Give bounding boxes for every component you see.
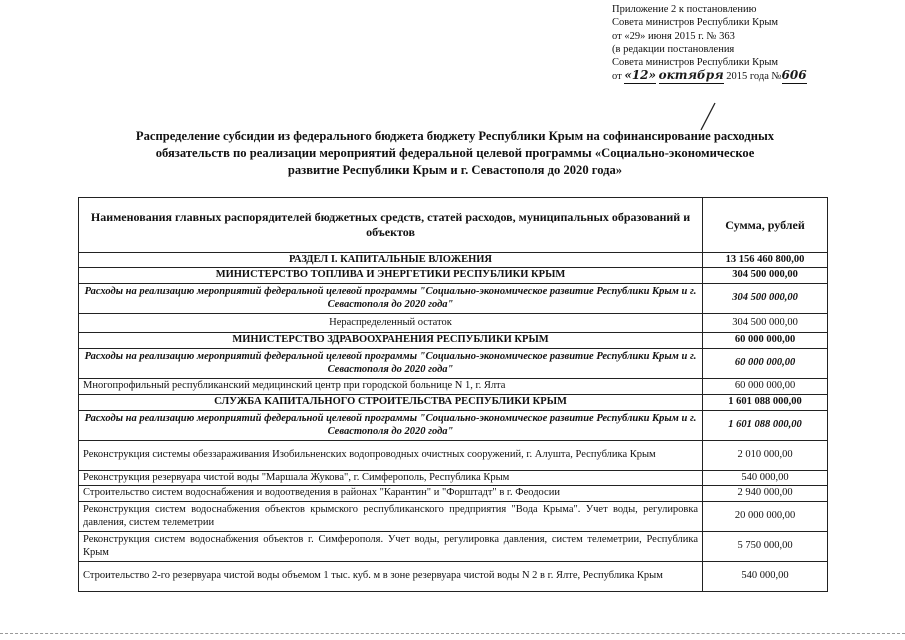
row-amount-cell: 304 500 000,00 bbox=[703, 314, 828, 333]
table-body bbox=[79, 253, 828, 592]
title-line: Распределение субсидии из федерального бюджета бюджету Республики Крым на софинансирование расходных bbox=[135, 129, 775, 143]
header-amount-column: Сумма, рублей bbox=[703, 198, 828, 253]
row-name-cell: Реконструкция системы обеззараживания Изобильненских водопроводных очистных сооружений, г. Алушта, Республика Крым bbox=[79, 441, 703, 471]
row-name-cell: Строительство 2-го резервуара чистой воды объемом 1 тыс. куб. м в зоне резервуара чистой воды N 2 в г. Ялте, Республика Крым bbox=[79, 562, 703, 592]
row-amount-cell: 304 500 000,00 bbox=[703, 268, 828, 284]
title-line: развитие Республики Крым и г. Севастополя до 2020 года» bbox=[287, 163, 623, 177]
row-amount-cell: 5 750 000,00 bbox=[703, 532, 828, 562]
row-name-cell: МИНИСТЕРСТВО ТОПЛИВА И ЭНЕРГЕТИКИ РЕСПУБЛИКИ КРЫМ bbox=[79, 268, 703, 284]
row-name-cell: Расходы на реализацию мероприятий федеральной целевой программы "Социально-экономическое развитие Республики Крым и г. Севастополя до 2020 года" bbox=[79, 284, 703, 314]
date-prefix: от bbox=[612, 71, 622, 83]
header-line: Приложение 2 к постановлению bbox=[612, 4, 757, 15]
row-amount-cell: 1 601 088 000,00 bbox=[703, 411, 828, 441]
row-name-cell: СЛУЖБА КАПИТАЛЬНОГО СТРОИТЕЛЬСТВА РЕСПУБЛИКИ КРЫМ bbox=[79, 395, 703, 411]
table-header-row bbox=[79, 198, 828, 253]
row-name-cell: Нераспределенный остаток bbox=[79, 314, 703, 333]
table-row-obj bbox=[79, 532, 828, 562]
row-name-cell: Реконструкция систем водоснабжения объектов г. Симферополя. Учет воды, регулировка давления, систем телеметрии, Республика Крым bbox=[79, 532, 703, 562]
table-row-expense bbox=[79, 411, 828, 441]
table-row-obj bbox=[79, 441, 828, 471]
handwritten-day: «12» bbox=[624, 68, 657, 83]
row-amount-cell: 304 500 000,00 bbox=[703, 284, 828, 314]
row-amount-cell: 2 010 000,00 bbox=[703, 441, 828, 471]
table-row-obj bbox=[79, 486, 828, 502]
table-row-obj bbox=[79, 379, 828, 395]
table-row-ministry bbox=[79, 268, 828, 284]
row-name-cell: Расходы на реализацию мероприятий федеральной целевой программы "Социально-экономическое развитие Республики Крым и г. Севастополя до 2020 года" bbox=[79, 349, 703, 379]
row-name-cell: Реконструкция резервуара чистой воды "Маршала Жукова", г. Симферополь, Республика Крым bbox=[79, 471, 703, 486]
table-row-obj bbox=[79, 502, 828, 532]
table-row-expense bbox=[79, 284, 828, 314]
table-row-obj bbox=[79, 471, 828, 486]
date-year-label: 2015 года № bbox=[726, 71, 782, 83]
table-row-ministry bbox=[79, 333, 828, 349]
header-line: Совета министров Республики Крым bbox=[612, 57, 779, 69]
row-amount-cell: 20 000 000,00 bbox=[703, 502, 828, 532]
table-row-section bbox=[79, 253, 828, 268]
handwritten-month: октября bbox=[658, 68, 724, 83]
row-amount-cell: 60 000 000,00 bbox=[703, 349, 828, 379]
row-name-cell: РАЗДЕЛ I. КАПИТАЛЬНЫЕ ВЛОЖЕНИЯ bbox=[79, 253, 703, 268]
row-name-cell: Расходы на реализацию мероприятий федеральной целевой программы "Социально-экономическое развитие Республики Крым и г. Севастополя до 2020 года" bbox=[79, 411, 703, 441]
row-amount-cell: 540 000,00 bbox=[703, 471, 828, 486]
subsidy-table bbox=[78, 197, 827, 592]
header-name-column: Наименования главных распорядителей бюджетных средств, статей расходов, муниципальных образований и объектов bbox=[79, 198, 703, 253]
row-amount-cell: 540 000,00 bbox=[703, 562, 828, 592]
appendix-header bbox=[612, 3, 902, 84]
row-name-cell: МИНИСТЕРСТВО ЗДРАВООХРАНЕНИЯ РЕСПУБЛИКИ КРЫМ bbox=[79, 333, 703, 349]
header-date-line bbox=[612, 69, 902, 83]
page-edge-line bbox=[0, 633, 905, 634]
row-amount-cell: 60 000 000,00 bbox=[703, 379, 828, 395]
table-row-obj bbox=[79, 562, 828, 592]
table-row-plain bbox=[79, 314, 828, 333]
row-name-cell: Строительство систем водоснабжения и водоотведения в районах "Карантин" и "Форштадт" в г. Феодосии bbox=[79, 486, 703, 502]
handwritten-number: 606 bbox=[781, 68, 807, 83]
table-row-expense bbox=[79, 349, 828, 379]
title-line: обязательств по реализации мероприятий федеральной целевой программы «Социально-экономическое bbox=[155, 146, 755, 160]
row-name-cell: Многопрофильный республиканский медицинский центр при городской больнице N 1, г. Ялта bbox=[79, 379, 703, 395]
row-name-cell: Реконструкция систем водоснабжения объектов крымского республиканского предприятия "Вода Крыма". Учет воды, регулировка давления, систем телеметрии bbox=[79, 502, 703, 532]
row-amount-cell: 2 940 000,00 bbox=[703, 486, 828, 502]
row-amount-cell: 1 601 088 000,00 bbox=[703, 395, 828, 411]
document-title bbox=[60, 128, 850, 179]
header-line: (в редакции постановления bbox=[612, 43, 735, 55]
header-line: Совета министров Республики Крым bbox=[612, 17, 779, 29]
row-amount-cell: 13 156 460 800,00 bbox=[703, 253, 828, 268]
row-amount-cell: 60 000 000,00 bbox=[703, 333, 828, 349]
header-line: от «29» июня 2015 г. № 363 bbox=[612, 30, 735, 42]
table-row-ministry bbox=[79, 395, 828, 411]
